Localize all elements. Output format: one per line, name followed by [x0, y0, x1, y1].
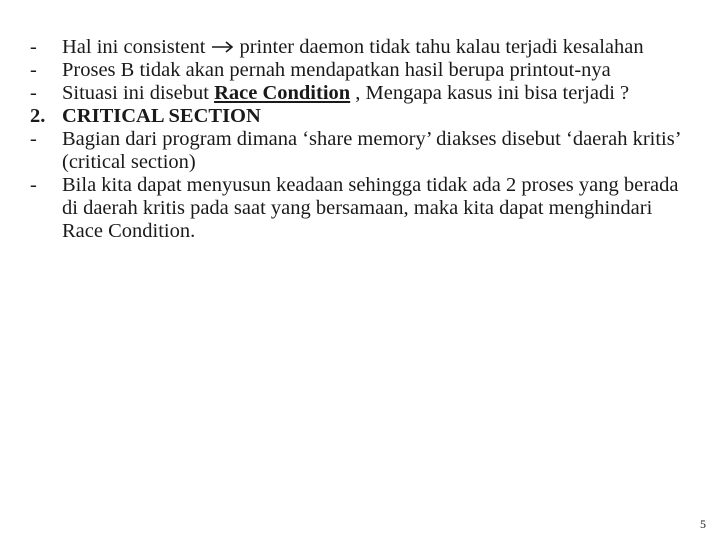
- list-item: [30, 128, 690, 174]
- text-segment: Hal ini consistent: [62, 36, 206, 58]
- list-marker: -: [30, 36, 37, 58]
- list-item-text: Bagian dari program dimana ‘share memory’ diakses disebut ‘daerah kritis’ (critical section): [62, 128, 681, 173]
- right-arrow-icon: [211, 40, 235, 54]
- section-heading: [30, 105, 690, 128]
- list-item-text: Bila kita dapat menyusun keadaan sehingga tidak ada 2 proses yang berada di daerah kritis pada saat yang bersamaan, maka kita dapat menghindari Race Condition.: [62, 174, 679, 242]
- list-item: [30, 82, 690, 105]
- race-condition-term: Race Condition: [214, 82, 351, 104]
- list-item: [30, 174, 690, 243]
- list-marker: -: [30, 59, 37, 81]
- list-item: [30, 36, 690, 59]
- list-item-text: Proses B tidak akan pernah mendapatkan hasil berupa printout-nya: [62, 59, 611, 81]
- list-marker: -: [30, 82, 37, 104]
- section-heading-text: CRITICAL SECTION: [62, 105, 261, 127]
- text-segment: printer daemon tidak tahu kalau terjadi kesalahan: [239, 36, 644, 58]
- page-number: 5: [700, 517, 706, 531]
- list-marker: -: [30, 174, 37, 196]
- text-segment: Situasi ini disebut: [62, 82, 209, 104]
- list-marker: 2.: [30, 105, 46, 127]
- list-item-text: [62, 36, 690, 59]
- list-marker: -: [30, 128, 37, 150]
- bullet-list: [30, 36, 690, 243]
- text-segment: , Mengapa kasus ini bisa terjadi ?: [355, 82, 630, 104]
- list-item: [30, 59, 690, 82]
- list-item-text: [62, 82, 690, 105]
